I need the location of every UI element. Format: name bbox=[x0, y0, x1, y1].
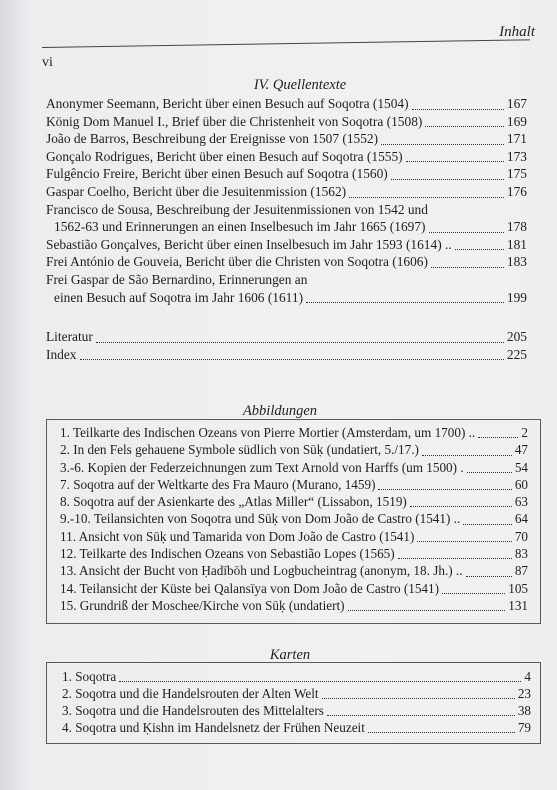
dot-leader bbox=[322, 697, 515, 699]
toc-entry bbox=[46, 165, 527, 183]
toc-entry bbox=[60, 528, 528, 545]
toc-entry-title: Frei António de Gouveia, Bericht über die Christen von Soqotra (1606) bbox=[46, 254, 428, 270]
toc-entry bbox=[60, 510, 528, 527]
dot-leader bbox=[463, 523, 512, 525]
toc-entry-page: 63 bbox=[514, 494, 528, 510]
toc-entry bbox=[46, 148, 527, 166]
toc-entry bbox=[46, 183, 527, 201]
toc-entry-page: 38 bbox=[517, 703, 531, 718]
toc-entry-title: 14. Teilansicht der Küste bei Qalansīya von Dom João de Castro (1541) bbox=[60, 580, 439, 596]
toc-entry-title: 1. Teilkarte des Indischen Ozeans von Pierre Mortier (Amsterdam, um 1700) .. bbox=[60, 425, 476, 440]
dot-leader bbox=[442, 592, 505, 594]
dot-leader bbox=[478, 436, 518, 438]
toc-entry bbox=[46, 113, 527, 131]
toc-entry bbox=[60, 580, 528, 597]
toc-entry bbox=[46, 236, 527, 254]
toc-abbildungen bbox=[60, 424, 528, 614]
toc-entry-page: 131 bbox=[508, 597, 528, 613]
dot-leader bbox=[80, 358, 504, 360]
dot-leader bbox=[381, 143, 504, 145]
dot-leader bbox=[368, 731, 515, 733]
toc-entry-title: 4. Soqotra und Ḳishn im Handelsnetz der Frühen Neuzeit bbox=[62, 720, 365, 735]
toc-entry-page: 64 bbox=[514, 511, 528, 527]
toc-entry-title: einen Besuch auf Soqotra im Jahr 1606 (1611) bbox=[54, 289, 304, 305]
dot-leader bbox=[417, 540, 511, 542]
toc-entry bbox=[62, 668, 531, 685]
toc-entry bbox=[60, 493, 528, 510]
toc-entry bbox=[60, 562, 528, 579]
toc-entry bbox=[60, 545, 528, 562]
toc-entry bbox=[46, 95, 527, 113]
toc-entry-page: 178 bbox=[506, 219, 527, 235]
toc-entry-title: 3.-6. Kopien der Federzeichnungen zum Text Arnold von Harffs (um 1500) . bbox=[60, 459, 464, 475]
toc-entry-page: 4 bbox=[524, 669, 531, 684]
dot-leader bbox=[431, 266, 504, 268]
toc-entry-line2 bbox=[46, 289, 527, 307]
toc-entry-title: Anonymer Seemann, Bericht über einen Besuch auf Soqotra (1504) bbox=[46, 96, 409, 111]
toc-entry-page: 167 bbox=[506, 96, 527, 111]
toc-entry-title: 1. Soqotra bbox=[62, 669, 117, 684]
toc-entry-page: 169 bbox=[506, 113, 527, 129]
toc-entry bbox=[62, 702, 531, 719]
toc-entry bbox=[60, 476, 528, 493]
toc-entry-page: 87 bbox=[514, 563, 528, 579]
spacer bbox=[46, 306, 527, 328]
toc-entry-page: 70 bbox=[514, 528, 528, 544]
dot-leader bbox=[398, 557, 512, 559]
heading-karten: Karten bbox=[269, 647, 311, 663]
toc-entry-title: 7. Soqotra auf der Weltkarte des Fra Mauro (Murano, 1459) bbox=[60, 476, 376, 492]
toc-entry-page: 79 bbox=[517, 720, 531, 735]
toc-entry-page: 2 bbox=[521, 425, 528, 440]
toc-entry-page: 199 bbox=[506, 289, 527, 305]
toc-entry-title: 13. Ansicht der Bucht von Ḥadībōh und Logbucheintrag (anonym, 18. Jh.) .. bbox=[60, 563, 463, 579]
toc-entry bbox=[46, 130, 527, 148]
toc-entry-page: 83 bbox=[514, 546, 528, 562]
toc-entry-title: Gonçalo Rodrigues, Bericht über einen Besuch auf Soqotra (1555) bbox=[46, 148, 403, 164]
dot-leader bbox=[406, 160, 504, 162]
heading-quellentexte: IV. Quellentexte bbox=[253, 77, 347, 93]
toc-entry-title: Index bbox=[46, 346, 77, 362]
dot-leader bbox=[429, 231, 504, 233]
running-header-title: Inhalt bbox=[499, 24, 535, 40]
toc-quellentexte bbox=[46, 95, 527, 363]
toc-entry bbox=[60, 441, 528, 458]
heading-abbildungen: Abbildungen bbox=[242, 403, 318, 419]
toc-entry-page: 173 bbox=[506, 148, 527, 164]
toc-entry-page: 175 bbox=[506, 166, 527, 182]
toc-entry-page: 47 bbox=[514, 442, 528, 458]
toc-entry-title: Literatur bbox=[46, 329, 93, 345]
dot-leader bbox=[348, 609, 506, 611]
toc-entry bbox=[62, 719, 531, 736]
toc-entry-page: 54 bbox=[514, 459, 528, 475]
toc-entry-title-line1: Frei Gaspar de São Bernardino, Erinnerungen an bbox=[46, 271, 308, 287]
toc-entry bbox=[46, 201, 527, 236]
toc-entry bbox=[46, 271, 527, 306]
toc-entry-title: Sebastião Gonçalves, Bericht über einen Inselbesuch im Jahr 1593 (1614) .. bbox=[46, 236, 452, 252]
dot-leader bbox=[466, 575, 512, 577]
toc-entry-page: 181 bbox=[506, 236, 527, 252]
toc-entry-page: 105 bbox=[508, 580, 528, 596]
toc-entry-page: 60 bbox=[514, 476, 528, 492]
dot-leader bbox=[455, 248, 504, 250]
toc-entry-title: Fulgêncio Freire, Bericht über einen Besuch auf Soqotra (1560) bbox=[46, 166, 388, 182]
dot-leader bbox=[422, 454, 512, 456]
toc-entry-title: 11. Ansicht von Sūḳ und Tamarida von Dom João de Castro (1541) bbox=[60, 528, 415, 544]
page-number: vi bbox=[42, 55, 53, 70]
toc-entry-title: 8. Soqotra auf der Asienkarte des „Atlas Miller“ (Lissabon, 1519) bbox=[60, 494, 407, 510]
toc-entry-title-line1: Francisco de Sousa, Beschreibung der Jesuitenmissionen von 1542 und bbox=[46, 201, 428, 217]
dot-leader bbox=[327, 714, 515, 716]
toc-entry-title: 9.-10. Teilansichten von Soqotra und Sūḳ von Dom João de Castro (1541) .. bbox=[60, 511, 461, 527]
dot-leader bbox=[391, 178, 504, 180]
toc-entry bbox=[60, 597, 528, 614]
toc-entry-title: 2. In den Fels gehauene Symbole südlich von Sūḳ (undatiert, 5./17.) bbox=[60, 442, 419, 458]
dot-leader bbox=[467, 471, 512, 473]
toc-entry bbox=[60, 459, 528, 476]
toc-entry bbox=[60, 424, 528, 441]
dot-leader bbox=[410, 505, 512, 507]
toc-entry-page: 171 bbox=[506, 131, 527, 147]
toc-entry-page: 225 bbox=[506, 346, 527, 362]
toc-entry-page: 23 bbox=[517, 686, 531, 701]
dot-leader bbox=[349, 196, 504, 198]
toc-karten bbox=[62, 668, 531, 736]
toc-entry bbox=[46, 328, 527, 346]
toc-entry-page: 183 bbox=[506, 254, 527, 270]
toc-entry-title: João de Barros, Beschreibung der Ereignisse von 1507 (1552) bbox=[46, 131, 379, 147]
header-rule bbox=[42, 39, 530, 48]
toc-entry-page: 205 bbox=[506, 329, 527, 345]
toc-entry-title: 1562-63 und Erinnerungen an einen Inselbesuch im Jahr 1665 (1697) bbox=[54, 219, 426, 235]
toc-entry-title: König Dom Manuel I., Brief über die Christenheit von Soqotra (1508) bbox=[46, 113, 423, 129]
toc-entry-title: 2. Soqotra und die Handelsrouten der Alten Welt bbox=[62, 686, 319, 701]
toc-entry-line2 bbox=[46, 218, 527, 236]
toc-entry-title: Gaspar Coelho, Bericht über die Jesuitenmission (1562) bbox=[46, 183, 347, 199]
dot-leader bbox=[96, 341, 504, 343]
toc-entry bbox=[46, 253, 527, 271]
toc-entry-title: 3. Soqotra und die Handelsrouten des Mittelalters bbox=[62, 703, 324, 718]
dot-leader bbox=[119, 680, 521, 682]
toc-entry bbox=[62, 685, 531, 702]
dot-leader bbox=[425, 125, 504, 127]
dot-leader bbox=[306, 301, 504, 303]
toc-entry-title: 15. Grundriß der Moschee/Kirche von Sūḳ (undatiert) bbox=[60, 597, 345, 613]
toc-entry bbox=[46, 346, 527, 364]
toc-entry-page: 176 bbox=[506, 183, 527, 199]
dot-leader bbox=[378, 488, 511, 490]
dot-leader bbox=[412, 108, 504, 110]
toc-entry-title: 12. Teilkarte des Indischen Ozeans von Sebastião Lopes (1565) bbox=[60, 546, 395, 562]
